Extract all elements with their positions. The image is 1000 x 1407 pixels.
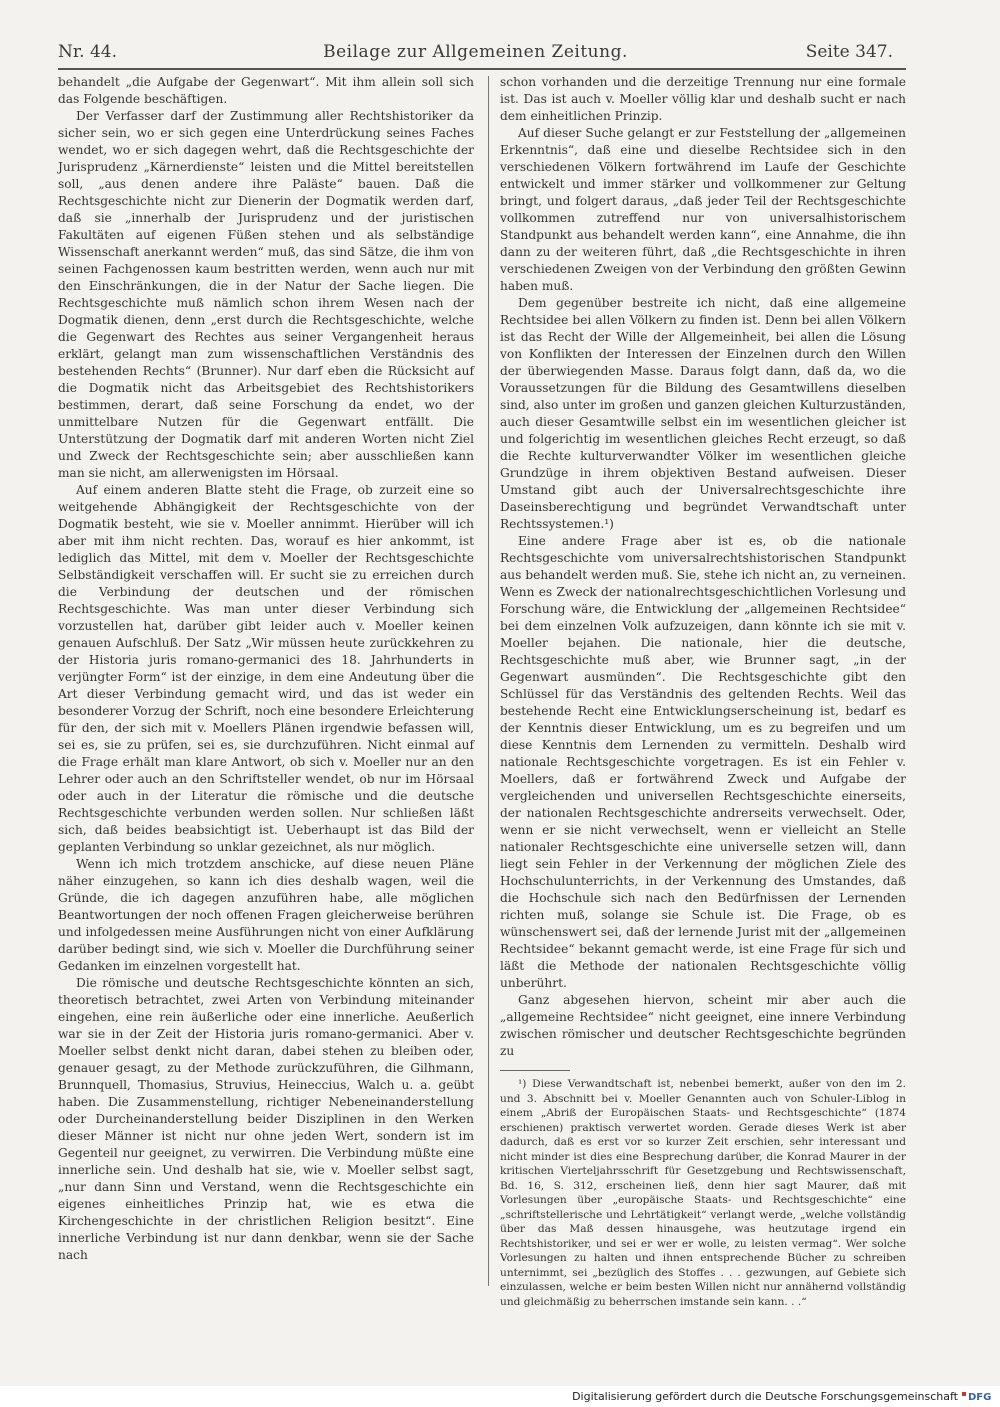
paragraph: Der Verfasser darf der Zustimmung aller Rechtshistoriker da sicher sein, wo er sich gegen eine Unterdrückung seines Faches wendet, wo er sich dagegen wehrt, daß die Rechtsgeschichte der Jurisprudenz „Kärnerdienste“ leisten und die Mittel bereitstellen soll, „aus denen andere ihre Paläste“ bauen. Daß die Rechtsgeschichte nicht zur Dienerin der Dogmatik werden darf, daß sie „innerhalb der Jurisprudenz und der juristischen Fakultäten auf eigenen Füßen stehen und als selbständige Wissenschaft anerkannt werden“ muß, das sind Sätze, die ihm von seinen Fachgenossen kaum bestritten werden, wenn auch nur mit den Einschränkungen, die in der Natur der Sache liegen. Die Rechtsgeschichte muß nämlich schon ihrem Wesen nach der Dogmatik dienen, denn „erst durch die Rechtsgeschichte, welche die Gegenwart des Rechtes aus seiner Vergangenheit heraus erklärt, gelangt man zum wissenschaftlichen Verständnis des bestehenden Rechts“ (Brunner). Nur darf eben die Rücksicht auf die Dogmatik nicht das Arbeitsgebiet des Rechtshistorikers bestimmen, derart, daß seine Forschung da endet, wo der unmittelbare Nutzen für die Gegenwart entfällt. Die Unterstützung der Dogmatik darf mit anderen Worten nicht Ziel und Zweck der Rechtsgeschichte sein; aber ausschließen kann man sie nicht, am allerwenigsten im Hörsaal. bbox=[58, 109, 474, 480]
paragraph: Auf einem anderen Blatte steht die Frage, ob zurzeit eine so weitgehende Abhängigkeit der Rechtsgeschichte von der Dogmatik besteht, wie sie v. Moeller annimmt. Hierüber will ich aber mit ihm nicht rechten. Das, worauf es hier ankommt, ist lediglich das Mittel, mit dem v. Moeller der Rechtsgeschichte Selbständigkeit verschaffen will. Er sucht sie zu erreichen durch die Verbindung der deutschen und der römischen Rechtsgeschichte. Was man unter dieser Verbindung sich vorzustellen hat, darüber gibt leider auch v. Moeller keinen genauen Aufschluß. Der Satz „Wir müssen heute zurückkehren zu der Historia juris romano-germanici des 18. Jahrhunderts in verjüngter Form“ ist der einzige, in dem eine Andeutung über die Art dieser Verbindung gemacht wird, und das ist weder ein besonderer Vorzug der Schrift, noch eine besondere Erleichterung für den, der sich mit v. Moellers Plänen irgendwie befassen will, sei es, sie zu prüfen, sei es, sie durchzuführen. Nicht einmal auf die Frage erhält man klare Antwort, ob sich v. Moeller nur an den Lehrer oder auch an den Schriftsteller wendet, ob nur im Hörsaal oder auch in der Literatur die römische und die deutsche Rechtsgeschichte verbunden werden sollen. Nur schließen läßt sich, daß beides beabsichtigt ist. Ueberhaupt ist das Bild der geplanten Verbindung so unklar gezeichnet, als nur möglich. bbox=[58, 483, 474, 854]
issue-number: Nr. 44. bbox=[58, 42, 117, 62]
digitization-footer bbox=[0, 1386, 1000, 1407]
header-rule bbox=[58, 68, 906, 70]
publication-title: Beilage zur Allgemeinen Zeitung. bbox=[323, 42, 628, 62]
page-number: Seite 347. bbox=[805, 42, 893, 62]
right-column bbox=[500, 74, 906, 1309]
paragraph: schon vorhanden und die derzeitige Trennung nur eine formale ist. Das ist auch v. Moeller völlig klar und deshalb sucht er nach dem einheitlichen Prinzip. bbox=[500, 75, 906, 123]
paragraph: Dem gegenüber bestreite ich nicht, daß eine allgemeine Rechtsidee bei allen Völkern zu finden ist. Denn bei allen Völkern ist das Recht der Wille der Allgemeinheit, bei allen die Lösung von Konflikten der Interessen der Einzelnen durch den Willen der überwiegenden Masse. Daraus folgt dann, daß da, wo die Voraussetzungen für die Bildung des Gesamtwillens dieselben sind, also unter im großen und ganzen gleichen Kulturzuständen, auch dieser Gesamtwille selbst ein im wesentlichen gleicher ist und folgerichtig im wesentlichen gleiches Recht erzeugt, so daß die Rechte kulturverwandter Völker im wesentlichen gleiche Grundzüge in ihrem objektiven Bestand aufweisen. Dieser Umstand gibt auch der Universalrechtsgeschichte ihre Daseinsberechtigung und begründet Verwandtschaft unter Rechtssystemen.¹) bbox=[500, 296, 906, 531]
funding-note: Digitalisierung gefördert durch die Deutsche Forschungsgemeinschaft bbox=[572, 1390, 958, 1403]
svg-text:DFG: DFG bbox=[968, 1392, 992, 1403]
paragraph: Eine andere Frage aber ist es, ob die nationale Rechtsgeschichte vom universalrechtshistorischen Standpunkt aus behandelt werden muß. Sie, stehe ich nicht an, zu verneinen. Wenn es Zweck der nationalrechtsgeschichtlichen Vorlesung und Forschung wäre, die Entwicklung der „allgemeinen Rechtsidee“ bei dem einzelnen Volk aufzuzeigen, dann könnte ich sie mit v. Moeller bejahen. Die nationale, hier die deutsche, Rechtsgeschichte muß aber, wie Brunner sagt, „in der Gegenwart ausmünden“. Die Rechtsgeschichte gibt den Schlüssel für das Verständnis des geltenden Rechts. Weil das bestehende Recht eine Entwicklungserscheinung ist, bedarf es der Kenntnis dieser Entwicklung, um es zu begreifen und um diese Kenntnis dem Lernenden zu vermitteln. Deshalb wird nationale Rechtsgeschichte vorgetragen. Es ist ein Fehler v. Moellers, daß er fortwährend Zweck und Aufgabe der vergleichenden und universellen Rechtsgeschichte einerseits, der nationalen Rechtsgeschichte andrerseits verwechselt. Oder, wenn er sie nicht verwechselt, wenn er vielleicht an Stelle nationaler Rechtsgeschichte eine universelle setzen will, dann liegt sein Fehler in der Verkennung der möglichen Ziele des Hochschulunterrichts, in der Verkennung des Umstandes, daß die Hochschule sich nach den Bedürfnissen der Lernenden richten muß, solange sie Schule ist. Die Frage, ob es wünschenswert sei, daß der lernende Jurist mit der „allgemeinen Rechtsidee“ bekannt gemacht werde, ist eine Frage für sich und läßt die Methode der nationalen Rechtsgeschichte völlig unberührt. bbox=[500, 534, 906, 990]
paragraph: Auf dieser Suche gelangt er zur Feststellung der „allgemeinen Erkenntnis“, daß eine und dieselbe Rechtsidee sich in den verschiedenen Völkern fortwährend im Laufe der Geschichte entwickelt und immer stärker und vollkommener zur Geltung bringt, und folgert daraus, „daß jeder Teil der Rechtsgeschichte vollkommen zutreffend nur von universalhistorischem Standpunkt aus behandelt werden kann“, eine Annahme, die ihn dann zu der weiteren führt, daß „die Rechtsgeschichte in ihren verschiedenen Zweigen von der Verbindung den größten Gewinn haben muß. bbox=[500, 126, 906, 293]
paragraph: behandelt „die Aufgabe der Gegenwart“. Mit ihm allein soll sich das Folgende beschäftigen. bbox=[58, 75, 474, 106]
left-column bbox=[58, 74, 474, 1264]
paragraph: Ganz abgesehen hiervon, scheint mir aber auch die „allgemeine Rechtsidee“ nicht geeignet, eine innere Verbindung zwischen römischer und deutscher Rechtsgeschichte begründen zu bbox=[500, 993, 906, 1058]
column-divider bbox=[488, 76, 489, 1286]
running-header bbox=[58, 38, 893, 64]
footnote-rule bbox=[500, 1070, 570, 1071]
paragraph: Wenn ich mich trotzdem anschicke, auf diese neuen Pläne näher einzugehen, so kann ich dies deshalb wagen, weil die Gründe, die ich dagegen anzuführen habe, alle möglichen Beantwortungen der noch offenen Fragen gleicherweise berühren und infolgedessen meine Ausführungen nicht von einer Aufklärung darüber bedingt sind, wie sich v. Moeller die Durchführung seiner Gedanken im einzelnen vorgestellt hat. bbox=[58, 857, 474, 973]
dfg-logo-icon bbox=[962, 1389, 996, 1403]
footnote: ¹) Diese Verwandtschaft ist, nebenbei bemerkt, außer von den im 2. und 3. Abschnitt bei v. Moeller Genannten auch von Schuler-Liblog in einem „Abriß der Europäischen Staats- und Rechtsgeschichte“ (1874 erschienen) praktisch verwertet worden. Gerade dieses Werk ist aber dadurch, daß es erst vor so kurzer Zeit erschien, sehr interessant und nicht minder ist dies eine Besprechung darüber, die Konrad Maurer in der kritischen Vierteljahrsschrift für Gesetzgebung und Rechtswissenschaft, Bd. 16, S. 312, erscheinen ließ, denn hier sagt Maurer, daß mit Vorlesungen über „europäische Staats- und Rechtsgeschichte“ eine „schriftstellerische und Lehrtätigkeit“ verlangt werde, „welche vollständig über das Maß dessen hinausgehe, was heutzutage irgend ein Rechtshistoriker, und sei er wer er wolle, zu leisten vermag“. Wer solche Vorlesungen zu halten und ihnen entsprechende Bücher zu schreiben unternimmt, sei „bezüglich des Stoffes . . . gezwungen, auf Gebiete sich einzulassen, welche er beim besten Willen nicht nur annähernd vollständig und gleichmäßig zu beherrschen imstande sein kann. . .“ bbox=[500, 1078, 906, 1308]
paragraph: Die römische und deutsche Rechtsgeschichte könnten an sich, theoretisch betrachtet, zwei Arten von Verbindung miteinander eingehen, eine rein äußerliche oder eine innerliche. Aeußerlich war sie in der Zeit der Historia juris romano-germanici. Aber v. Moeller selbst denkt nicht daran, dabei stehen zu bleiben oder, genauer gesagt, zu der Methode zurückzuführen, die Gilhmann, Brunnquell, Thomasius, Struvius, Heineccius, Walch u. a. geübt haben. Die Zusammenstellung, richtiger Nebeneinanderstellung oder Durcheinanderstellung beider Disziplinen in den Werken dieser Männer ist nicht nur ohne jeden Wert, sondern ist im Gegenteil nur geeignet, zu verwirren. Die Verbindung müßte eine innerliche sein. Und deshalb hat sie, wie v. Moeller selbst sagt, „nur dann Sinn und Verstand, wenn die Rechtsgeschichte ein eigenes einheitliches Prinzip hat, wie es etwa die Kirchengeschichte in der christlichen Religion besitzt“. Eine innerliche Verbindung ist nur dann denkbar, wenn sie der Sache nach bbox=[58, 976, 474, 1262]
